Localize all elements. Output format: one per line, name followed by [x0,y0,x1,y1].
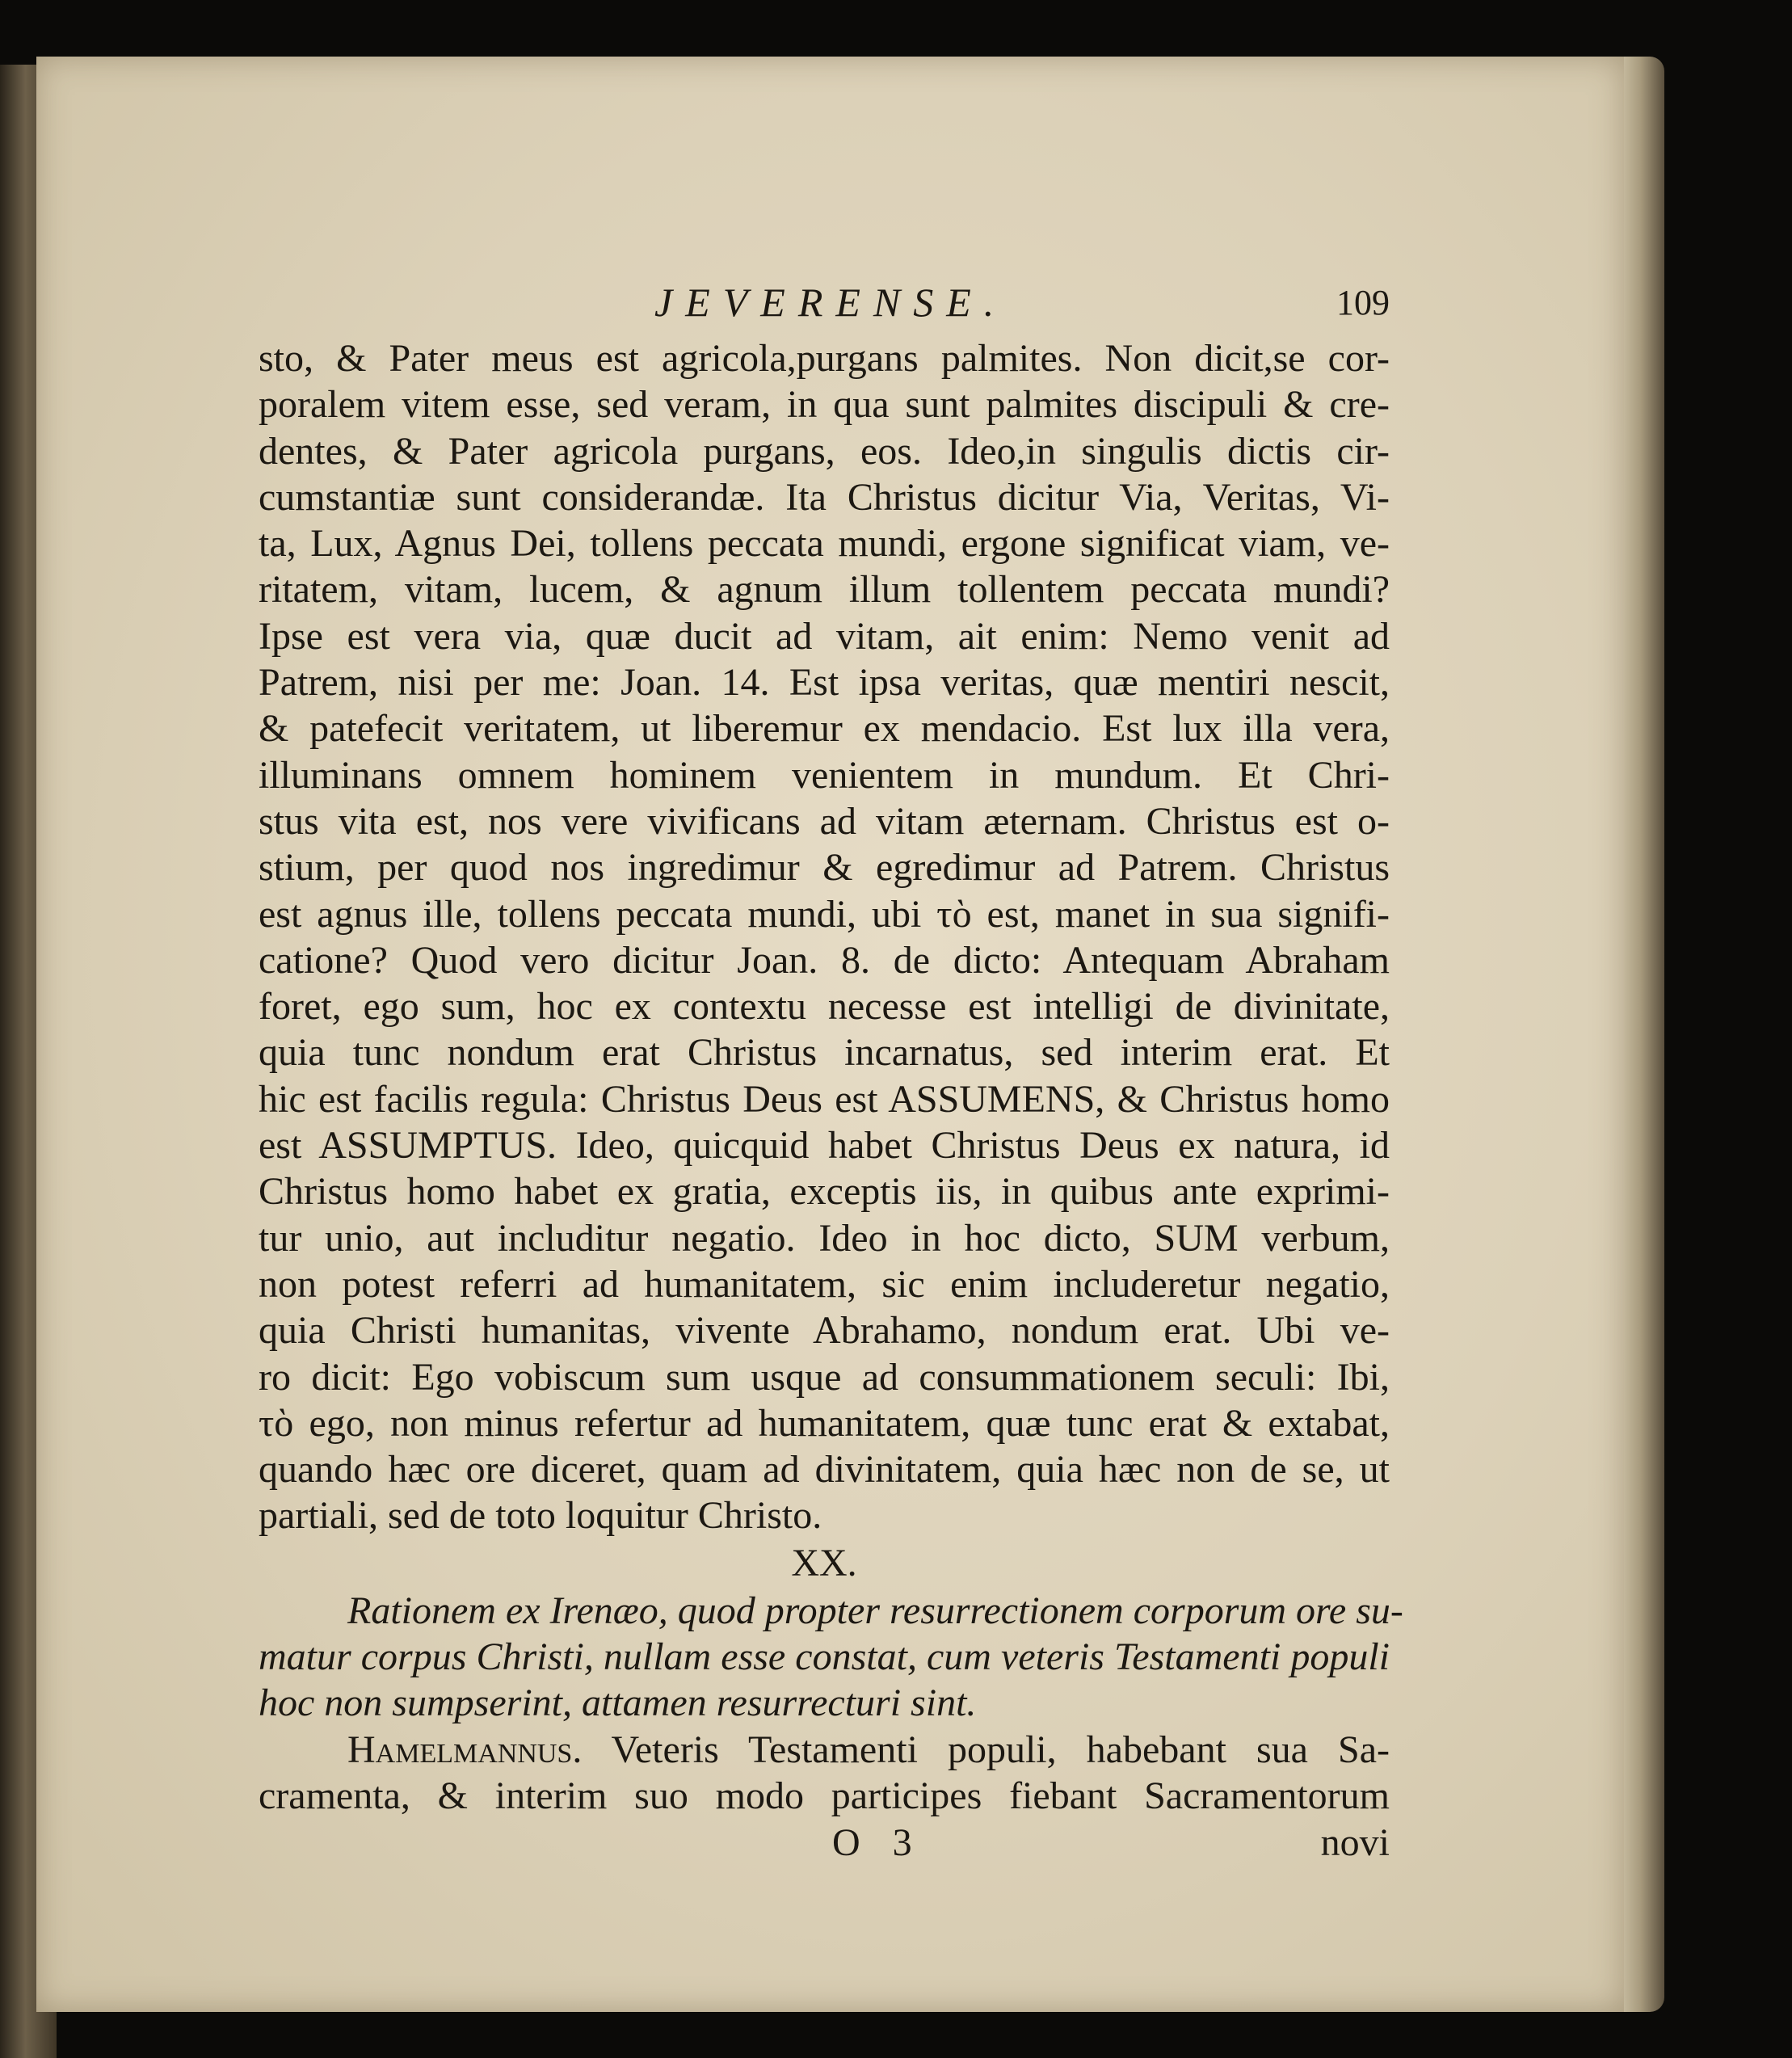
text-line: Patrem, nisi per me: Joan. 14. Est ipsa veritas, quæ mentiri nescit, [259,661,1390,705]
text-line: stus vita est, nos vere vivificans ad vitam æternam. Christus est o- [259,799,1390,843]
page-footer [259,1820,1390,1869]
text-line: Ipse est vera via, quæ ducit ad vitam, ait enim: Nemo venit ad [259,614,1390,658]
paragraph-first-line [259,1727,1390,1773]
text-line: & patefecit veritatem, ut liberemur ex mendacio. Est lux illa vera, [259,707,1390,751]
text-line: dentes, & Pater agricola purgans, eos. Ideo,in singulis dictis cir- [259,429,1390,473]
text-line: cumstantiæ sunt considerandæ. Ita Christus dicitur Via, Veritas, Vi- [259,475,1390,519]
text-line: τὸ ego, non minus refertur ad humanitatem, quæ tunc erat & extabat, [259,1401,1390,1445]
text-line: quia tunc nondum erat Christus incarnatus, sed interim erat. Et [259,1031,1390,1075]
running-head [259,279,1390,335]
text-line: quando hæc ore diceret, quam ad divinitatem, quia hæc non de se, ut [259,1448,1390,1492]
summary-line: matur corpus Christi, nullam esse constat, cum veteris Testamenti populi [259,1635,1390,1679]
text-line: quia Christi humanitas, vivente Abrahamo, nondum erat. Ubi ve- [259,1309,1390,1353]
text-line: sto, & Pater meus est agricola,purgans palmites. Non dicit,se cor- [259,337,1390,380]
text-line: est ASSUMPTUS. Ideo, quicquid habet Christus Deus ex natura, id [259,1124,1390,1168]
text-line: illuminans omnem hominem venientem in mundum. Et Chri- [259,753,1390,797]
text-line: non potest referri ad humanitatem, sic enim includeretur negatio, [259,1262,1390,1306]
summary-line: hoc non sumpserint, attamen resurrecturi sint. [259,1681,977,1725]
text-line: ta, Lux, Agnus Dei, tollens peccata mundi, ergone significat viam, ve- [259,522,1390,566]
running-title: JEVERENSE. [654,280,1007,325]
text-line: ro dicit: Ego vobiscum sum usque ad consummationem seculi: Ibi, [259,1355,1390,1399]
text-line: est agnus ille, tollens peccata mundi, ubi τὸ est, manet in sua signifi- [259,892,1390,936]
text-line: ritatem, vitam, lucem, & agnum illum tollentem peccata mundi? [259,568,1390,612]
section-summary [259,1588,1403,1727]
book-page [36,57,1624,2012]
text-line: tur unio, aut includitur negatio. Ideo in hoc dicto, SUM verbum, [259,1216,1390,1260]
body-text [259,335,1390,1539]
text-line: Christus homo habet ex gratia, exceptis iis, in quibus ante exprimi- [259,1170,1390,1214]
text-line: foret, ego sum, hoc ex contextu necesse est intelligi de divinitate, [259,985,1390,1029]
page-content [259,279,1403,1869]
page-number: 109 [1336,283,1390,322]
text-line: partiali, sed de toto loquitur Christo. [259,1494,822,1538]
text-line: hic est facilis regula: Christus Deus est ASSUMENS, & Christus homo [259,1077,1390,1121]
speaker-name: Hamelmannus. [347,1728,583,1771]
signature-mark: O 3 [832,1821,923,1865]
text-line: cramenta, & interim suo modo participes fiebant Sacramentorum [259,1774,1390,1817]
text-line: stium, per quod nos ingredimur & egredimur ad Patrem. Christus [259,846,1390,890]
text-line: catione? Quod vero dicitur Joan. 8. de dicto: Antequam Abraham [259,938,1390,982]
section-number: XX. [791,1541,857,1585]
text-line: poralem vitem esse, sed veram, in qua sunt palmites discipuli & cre- [259,383,1390,427]
catchword: novi [1320,1821,1390,1865]
final-paragraph [259,1727,1390,1820]
summary-line: Rationem ex Irenæo, quod propter resurrectionem corporum ore su- [347,1589,1403,1632]
line-text: Veteris Testamenti populi, habebant sua Sa- [611,1728,1390,1771]
